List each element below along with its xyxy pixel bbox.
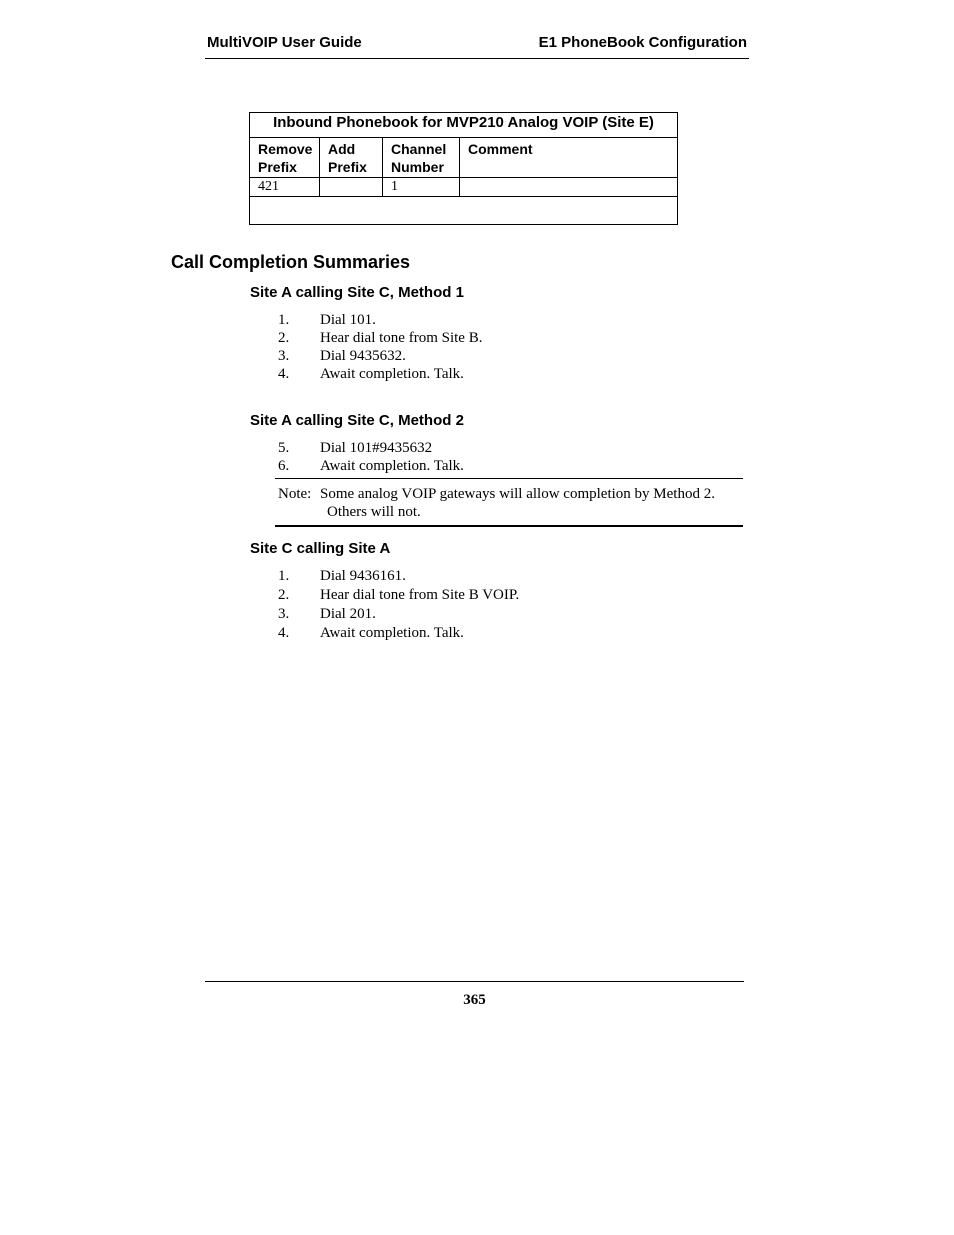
note-bottom-rule bbox=[275, 525, 743, 527]
column-header-channel-number: Channel Number bbox=[383, 138, 460, 178]
site-c-heading: Site C calling Site A bbox=[250, 540, 391, 557]
footer-rule bbox=[205, 981, 744, 982]
cell-comment bbox=[460, 178, 678, 197]
cell-add-prefix bbox=[320, 178, 383, 197]
header-rule bbox=[205, 58, 749, 59]
header-guide-title: MultiVOIP User Guide bbox=[207, 34, 362, 51]
method1-heading: Site A calling Site C, Method 1 bbox=[250, 284, 464, 301]
note-text-line1: Some analog VOIP gateways will allow completion by Method 2. bbox=[320, 486, 715, 502]
inbound-phonebook-table bbox=[249, 112, 678, 225]
method2-heading: Site A calling Site C, Method 2 bbox=[250, 412, 464, 429]
column-header-remove-prefix: Remove Prefix bbox=[250, 138, 320, 178]
table-empty-row bbox=[250, 197, 678, 225]
note-top-rule bbox=[275, 478, 743, 479]
header-chapter-title: E1 PhoneBook Configuration bbox=[538, 34, 747, 51]
cell-channel-number: 1 bbox=[383, 178, 460, 197]
note-label: Note: bbox=[278, 486, 312, 502]
column-header-add-prefix: Add Prefix bbox=[320, 138, 383, 178]
table-row bbox=[250, 178, 678, 197]
note-text-line2: Others will not. bbox=[327, 504, 421, 520]
column-header-comment: Comment bbox=[460, 138, 678, 178]
table-title: Inbound Phonebook for MVP210 Analog VOIP (Site E) bbox=[250, 113, 678, 138]
section-heading: Call Completion Summaries bbox=[171, 252, 411, 272]
cell-remove-prefix: 421 bbox=[250, 178, 320, 197]
table-header-row bbox=[250, 138, 678, 178]
page-number: 365 bbox=[463, 992, 486, 1008]
